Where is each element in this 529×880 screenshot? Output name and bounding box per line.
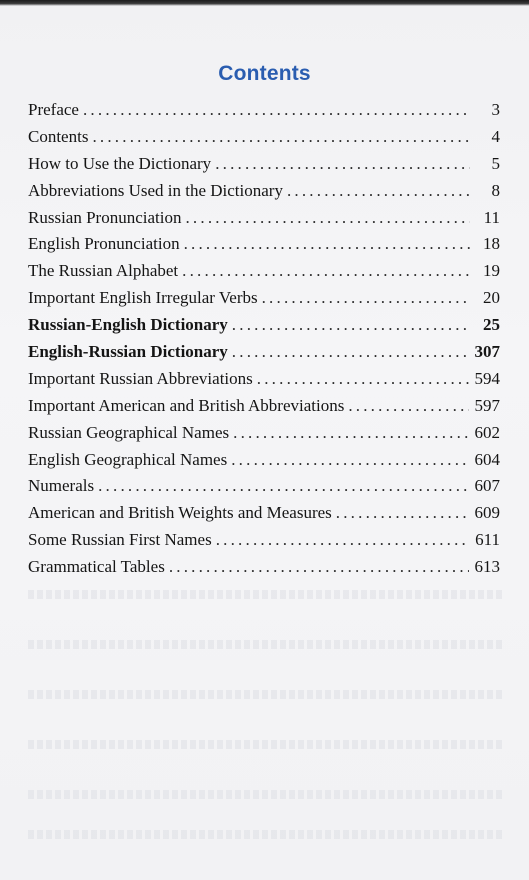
toc-entry-label: English Pronunciation <box>28 234 180 254</box>
toc-entry-label: Contents <box>28 126 89 146</box>
toc-dot-leader <box>348 396 468 416</box>
toc-entry-page-number: 18 <box>483 234 500 254</box>
toc-entry-label: Preface <box>28 100 79 119</box>
toc-entry-label: English Geographical Names <box>28 449 228 469</box>
toc-entry[interactable] <box>28 423 500 450</box>
toc-entry[interactable] <box>28 315 500 342</box>
toc-entry[interactable] <box>28 181 500 208</box>
toc-entry-label: Some Russian First Names <box>28 530 212 550</box>
toc-dot-leader <box>216 530 469 550</box>
toc-entry-label: Russian Pronunciation <box>28 207 182 227</box>
toc-entry-label: Russian-English Dictionary <box>28 315 228 335</box>
toc-dot-leader <box>231 450 468 470</box>
toc-entry[interactable] <box>28 342 500 369</box>
toc-entry[interactable] <box>28 127 500 154</box>
show-through-text <box>28 690 502 699</box>
toc-entry-page-number: 25 <box>483 315 500 335</box>
toc-entry[interactable] <box>28 100 500 127</box>
toc-entry-page-number: 602 <box>474 422 500 442</box>
toc-dot-leader <box>232 342 469 362</box>
show-through-text <box>28 830 502 839</box>
toc-entry[interactable] <box>28 369 500 396</box>
toc-entry-page-number: 597 <box>474 395 500 415</box>
toc-entry-label: The Russian Alphabet <box>28 261 179 281</box>
toc-entry-page-number: 19 <box>483 261 500 281</box>
toc-dot-leader <box>262 288 470 308</box>
toc-dot-leader <box>233 423 468 443</box>
toc-dot-leader <box>287 181 470 201</box>
toc-entry-label: Grammatical Tables <box>28 557 165 577</box>
toc-dot-leader <box>83 100 470 120</box>
toc-entry-page-number: 604 <box>474 449 500 469</box>
show-through-text <box>28 790 502 799</box>
toc-dot-leader <box>92 127 470 147</box>
toc-entry-page-number: 5 <box>491 153 500 173</box>
toc-entry-page-number: 11 <box>483 207 500 227</box>
toc-dot-leader <box>257 369 469 389</box>
toc-entry-label: Numerals <box>28 476 95 496</box>
toc-entry-page-number: 307 <box>474 342 500 362</box>
toc-entry[interactable] <box>28 557 500 584</box>
toc-dot-leader <box>182 261 470 281</box>
toc-entry[interactable] <box>28 261 500 288</box>
toc-entry-label: How to Use the Dictionary <box>28 153 212 173</box>
toc-entry-label: Abbreviations Used in the Dictionary <box>28 180 283 200</box>
table-of-contents <box>28 100 500 584</box>
toc-entry[interactable] <box>28 208 500 235</box>
toc-dot-leader <box>232 315 470 335</box>
page-title: Contents <box>218 62 311 85</box>
toc-entry[interactable] <box>28 154 500 181</box>
toc-entry-page-number: 613 <box>474 557 500 577</box>
toc-entry[interactable] <box>28 476 500 503</box>
toc-entry[interactable] <box>28 503 500 530</box>
toc-entry-label: American and British Weights and Measures <box>28 503 332 523</box>
toc-entry[interactable] <box>28 450 500 477</box>
toc-entry-page-number: 594 <box>474 368 500 388</box>
toc-entry-page-number: 4 <box>491 126 500 146</box>
page-top-edge <box>0 0 529 6</box>
toc-entry-label: English-Russian Dictionary <box>28 342 228 362</box>
toc-entry[interactable] <box>28 530 500 557</box>
toc-dot-leader <box>184 234 470 254</box>
toc-dot-leader <box>169 557 469 577</box>
toc-entry-label: Important Russian Abbreviations <box>28 368 253 388</box>
toc-dot-leader <box>215 154 470 174</box>
toc-entry-label: Russian Geographical Names <box>28 422 230 442</box>
toc-entry-label: Important American and British Abbreviations <box>28 395 345 415</box>
toc-dot-leader <box>185 208 470 228</box>
toc-entry[interactable] <box>28 288 500 315</box>
toc-entry[interactable] <box>28 396 500 423</box>
toc-dot-leader <box>336 503 469 523</box>
show-through-text <box>28 640 502 649</box>
toc-entry-page-number: 8 <box>491 180 500 200</box>
toc-dot-leader <box>98 476 468 496</box>
show-through-text <box>28 740 502 749</box>
show-through-text <box>28 590 502 599</box>
toc-entry-page-number: 3 <box>491 100 500 119</box>
toc-entry[interactable] <box>28 234 500 261</box>
toc-entry-page-number: 609 <box>474 503 500 523</box>
toc-entry-page-number: 607 <box>474 476 500 496</box>
toc-entry-page-number: 611 <box>475 530 500 550</box>
toc-entry-page-number: 20 <box>483 288 500 308</box>
toc-entry-label: Important English Irregular Verbs <box>28 288 258 308</box>
